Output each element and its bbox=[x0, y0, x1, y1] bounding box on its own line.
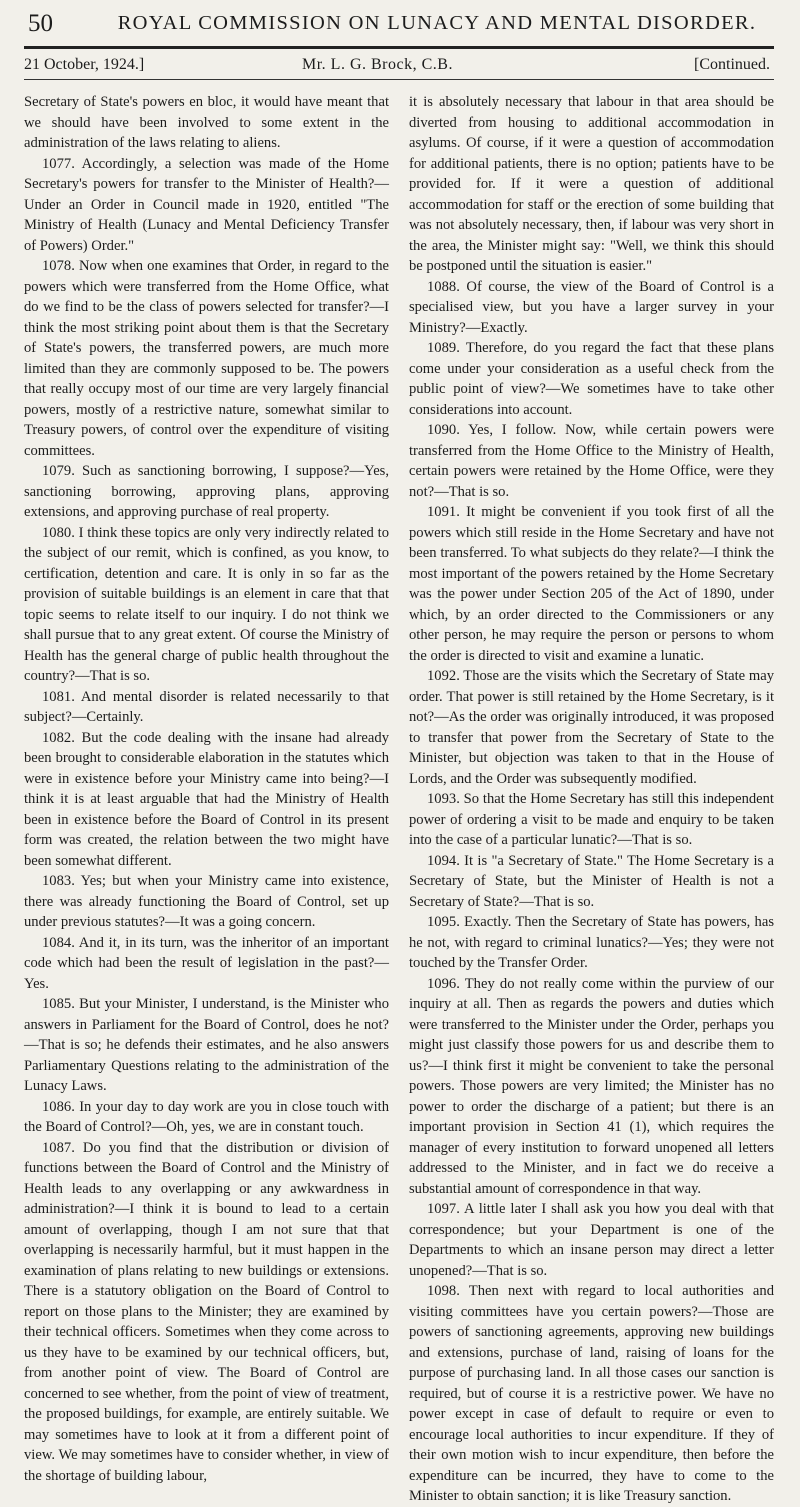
page-number: 50 bbox=[28, 10, 53, 37]
paragraph: 1087. Do you find that the distribution or division of functions between the Board of Control and the Ministry of Health leads to any overlapping or any awkwardness in administration?—I think it is bound to lead to a certain amount of overlapping, though I am not sure that that overlapping is necessarily harmful, but it must happen in the examination of plans relating to new buildings or extensions. There is a statutory obligation on the Board of Control to report on those plans to the Minister; they are examined by their technical officers. Sometimes when they come across to us they have to be examined by our technical officers, but, from another point of view. The Board of Control are concerned to see whether, from the point of view of treatment, the proposed buildings, for example, are entirely suitable. We may sometimes have to look at it from a different point of view. We may sometimes have to consider whether, in view of the shortage of building labour, bbox=[24, 1139, 389, 1484]
paragraph: 1090. Yes, I follow. Now, while certain powers were transferred from the Home Office to the Ministry of Health, certain powers were retained by the Home Office, were they not?—That is so. bbox=[409, 422, 774, 500]
left-column bbox=[24, 92, 389, 1484]
paragraph: it is absolutely necessary that labour in that area should be diverted from housing to additional accommodation in asylums. Of course, if it were a question of accommodation for additional patients, there is no option; patients have to be provided for. If it were a question of additional accommodation for staff or the erection of some building that was not absolutely necessary, then, if labour was very short in the area, the Minister might say: "Well, we think this should be postponed until the situation is easier." bbox=[409, 94, 774, 274]
right-column bbox=[409, 92, 774, 1504]
paragraph: 1098. Then next with regard to local authorities and visiting committees have you certain powers?—Those are powers of sanctioning agreements, approving new buildings and extensions, purchase of land, raising of loans for the purpose of purchasing land. In all those cases our sanction is required, but of course it is a restrictive power. We have no power except in case of default to require or even to encourage local authorities to incur expenditure. If they of their own motion wish to incur expenditure, then before the expenditure can be incurred, they have to come to the Minister to obtain sanction; it is like Treasury sanction. bbox=[409, 1283, 774, 1504]
paragraph: 1096. They do not really come within the purview of our inquiry at all. Then as regards the powers and duties which were transferred to the Minister under the Order, perhaps you might just classify those powers for us and describe them to us?—I think first it might be convenient to take the personal powers. Those powers are very limited; the Minister has no power to order the discharge of a patient; but there is an important provision in Section 41 (1), which requires the manager of every institution to forward unopened all letters addressed to the Minister, and in fact we do receive a substantial amount of correspondence in that way. bbox=[409, 975, 774, 1197]
paragraph: 1080. I think these topics are only very indirectly related to the subject of our remit, which is confined, as you know, to certification, detention and care. It is only in so far as the provision of suitable buildings is an element in care that that topic seems to relate itself to our inquiry. I do not think we shall pursue that to any great extent. Of course the Ministry of Health has the general charge of public health throughout the country?—That is so. bbox=[24, 524, 389, 684]
paragraph: 1093. So that the Home Secretary has still this independent power of ordering a visit to be made and enquiry to be taken into the case of a particular lunatic?—That is so. bbox=[409, 791, 774, 848]
sub-header bbox=[24, 49, 774, 79]
paragraph: 1094. It is "a Secretary of State." The Home Secretary is a Secretary of State, but the Minister of Health is not a Secretary of State?—That is so. bbox=[409, 852, 774, 910]
witness-name: Mr. L. G. Brock, C.B. bbox=[302, 56, 453, 73]
hearing-date: 21 October, 1924.] bbox=[24, 56, 145, 73]
paragraph: 1078. Now when one examines that Order, in regard to the powers which were transferred from the Home Office, what do we find to be the class of powers selected for transfer?—I think the most striking point about them is that the Secretary of State's powers, the transferred powers, are much more limited than they are commonly supposed to be. The powers that really occupy most of our time are very largely financial powers, mostly of a restrictive nature, somewhat similar to Treasury powers, of control over the expenditure of visiting committees. bbox=[24, 258, 389, 459]
paragraph: 1082. But the code dealing with the insane had already been brought to considerable elaboration in the statutes which were in existence before your Ministry came into being?—I think it is at least arguable that had the Ministry of Health been in existence before the Board of Control in its present form was created, the relation between the two might have been somewhat different. bbox=[24, 729, 389, 869]
paragraph: 1091. It might be convenient if you took first of all the powers which still reside in the Home Secretary and have not been transferred. To what subjects do they relate?—I think the most important of the powers retained by the Home Secretary was the power under Section 205 of the Act of 1890, under which, by an order directed to the Commissioners or any other person, he may require the person or persons to whom the order is directed to visit and examine a lunatic. bbox=[409, 504, 774, 664]
paragraph: 1088. Of course, the view of the Board of Control is a specialised view, but you have a larger survey in your Ministry?—Exactly. bbox=[409, 278, 774, 336]
page-header bbox=[24, 0, 774, 44]
paragraph: 1085. But your Minister, I understand, is the Minister who answers in Parliament for the Board of Control, does he not?—That is so; he defends their estimates, and he also answers Parliamentary Questions relating to the administration of the Lunacy Laws. bbox=[24, 996, 389, 1094]
continued-label: [Continued. bbox=[694, 56, 770, 73]
paragraph: 1089. Therefore, do you regard the fact that these plans come under your consideration as a useful check from the public point of view?—We sometimes have to take other considerations into account. bbox=[409, 340, 774, 418]
paragraph: 1079. Such as sanctioning borrowing, I suppose?—Yes, sanctioning borrowing, approving plans, approving extensions, and approving purchase of real property. bbox=[24, 463, 389, 520]
running-title: ROYAL COMMISSION ON LUNACY AND MENTAL DISORDER. bbox=[117, 12, 757, 34]
text-columns bbox=[24, 92, 774, 1504]
paragraph: 1095. Exactly. Then the Secretary of State has powers, has he not, with regard to criminal lunatics?—Yes; they were not touched by the Transfer Order. bbox=[409, 914, 774, 971]
paragraph: 1081. And mental disorder is related necessarily to that subject?—Certainly. bbox=[24, 688, 389, 725]
paragraph: 1084. And it, in its turn, was the inheritor of an important code which had been the result of legislation in the past?—Yes. bbox=[24, 934, 389, 992]
paragraph: 1097. A little later I shall ask you how you deal with that correspondence; but your Department is one of the Departments to which an insane person may direct a letter unopened?—That is so. bbox=[409, 1201, 774, 1279]
paragraph: 1077. Accordingly, a selection was made of the Home Secretary's powers for transfer to the Minister of Health?—Under an Order in Council made in 1920, entitled "The Ministry of Health (Lunacy and Mental Deficiency Transfer of Powers) Order." bbox=[24, 155, 389, 254]
paragraph: 1092. Those are the visits which the Secretary of State may order. That power is still retained by the Home Secretary, is it not?—As the order was originally introduced, it was proposed to transfer that power from the Secretary of State to the Minister, but objection was taken to that in the House of Lords, and the Order was subsequently modified. bbox=[409, 668, 774, 787]
paragraph: Secretary of State's powers en bloc, it would have meant that we should have been involved to some extent in the administration of the laws relating to aliens. bbox=[24, 94, 389, 151]
sub-header-rule bbox=[24, 79, 774, 80]
paragraph: 1083. Yes; but when your Ministry came into existence, there was already functioning the Board of Control, set up under previous statutes?—It was a going concern. bbox=[24, 873, 389, 930]
paragraph: 1086. In your day to day work are you in close touch with the Board of Control?—Oh, yes, we are in constant touch. bbox=[24, 1098, 389, 1135]
